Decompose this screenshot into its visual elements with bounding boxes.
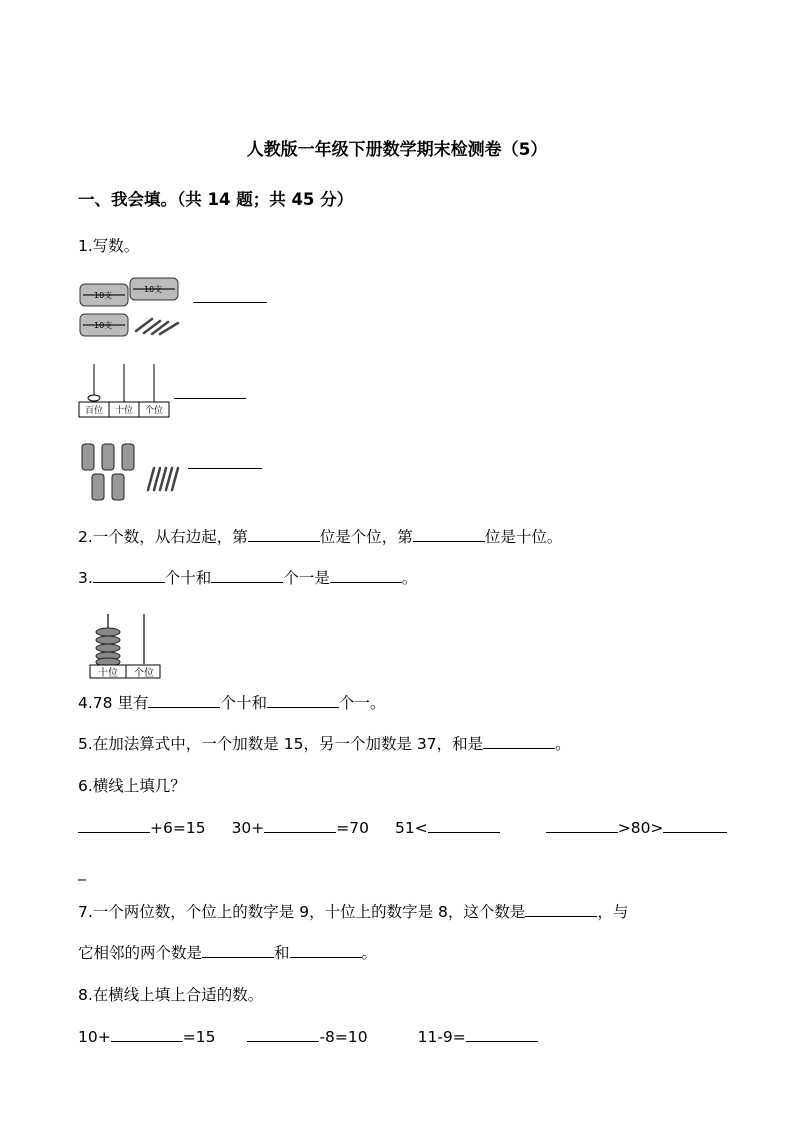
answer-blank[interactable] — [174, 398, 246, 399]
answer-blank[interactable] — [211, 568, 283, 583]
question-7-cont: 它相邻的两个数是 和 。 — [78, 944, 378, 962]
answer-blank[interactable] — [188, 468, 262, 469]
answer-blank[interactable] — [247, 1027, 319, 1042]
abacus-label-hundreds: 百位 — [84, 406, 104, 416]
section-heading: 一、我会填。（共 14 题；共 45 分） — [78, 190, 354, 209]
abacus-label-tens: 十位 — [114, 406, 134, 416]
abacus-label-ones: 个位 — [134, 668, 154, 679]
answer-blank[interactable] — [525, 902, 597, 917]
question-8-items: 10+ =15 -8=10 11-9= — [78, 1027, 538, 1047]
abacus-label-ones: 个位 — [144, 406, 164, 416]
answer-blank[interactable] — [248, 527, 320, 542]
answer-blank[interactable] — [428, 818, 500, 833]
answer-blank[interactable] — [111, 1027, 183, 1042]
question-1: 1.写数。 — [78, 237, 140, 255]
answer-blank[interactable] — [93, 568, 165, 583]
question-5: 5.在加法算式中，一个加数是 15，另一个加数是 37，和是 。 — [78, 735, 571, 753]
question-3: 3. 个十和 个一是 。 — [78, 569, 418, 587]
question-6-items: +6=15 30+ =70 51< >80> — [78, 818, 727, 838]
answer-blank[interactable] — [264, 818, 336, 833]
page-title: 人教版一年级下册数学期末检测卷（5） — [246, 140, 548, 160]
answer-blank[interactable] — [148, 693, 220, 708]
card-label: 10支 — [94, 321, 113, 330]
card-label: 10支 — [94, 291, 113, 300]
abacus-label-tens: 十位 — [98, 668, 118, 679]
question-4: 4.78 里有 个十和 个一。 — [78, 694, 386, 712]
answer-blank[interactable] — [193, 302, 267, 303]
answer-blank[interactable] — [466, 1027, 538, 1042]
answer-blank[interactable] — [78, 818, 150, 833]
wrapped-blank[interactable]: _ — [78, 863, 86, 881]
pencil-cards-image — [78, 276, 190, 342]
question-6: 6.横线上填几？ — [78, 777, 186, 795]
card-label: 10支 — [144, 285, 163, 294]
answer-blank[interactable] — [413, 527, 485, 542]
answer-blank[interactable] — [290, 943, 362, 958]
answer-blank[interactable] — [663, 818, 727, 833]
answer-blank[interactable] — [483, 734, 555, 749]
question-8: 8.在横线上填上合适的数。 — [78, 986, 264, 1004]
answer-blank[interactable] — [267, 693, 339, 708]
answer-blank[interactable] — [202, 943, 274, 958]
stick-bundles-image — [78, 440, 186, 504]
question-7: 7.一个两位数，个位上的数字是 9，十位上的数字是 8，这个数是 ，与 — [78, 903, 629, 921]
abacus-image — [88, 610, 164, 680]
answer-blank[interactable] — [330, 568, 402, 583]
abacus-image — [78, 360, 172, 418]
question-2: 2.一个数，从右边起，第 位是个位，第 位是十位。 — [78, 528, 563, 546]
answer-blank[interactable] — [546, 818, 618, 833]
